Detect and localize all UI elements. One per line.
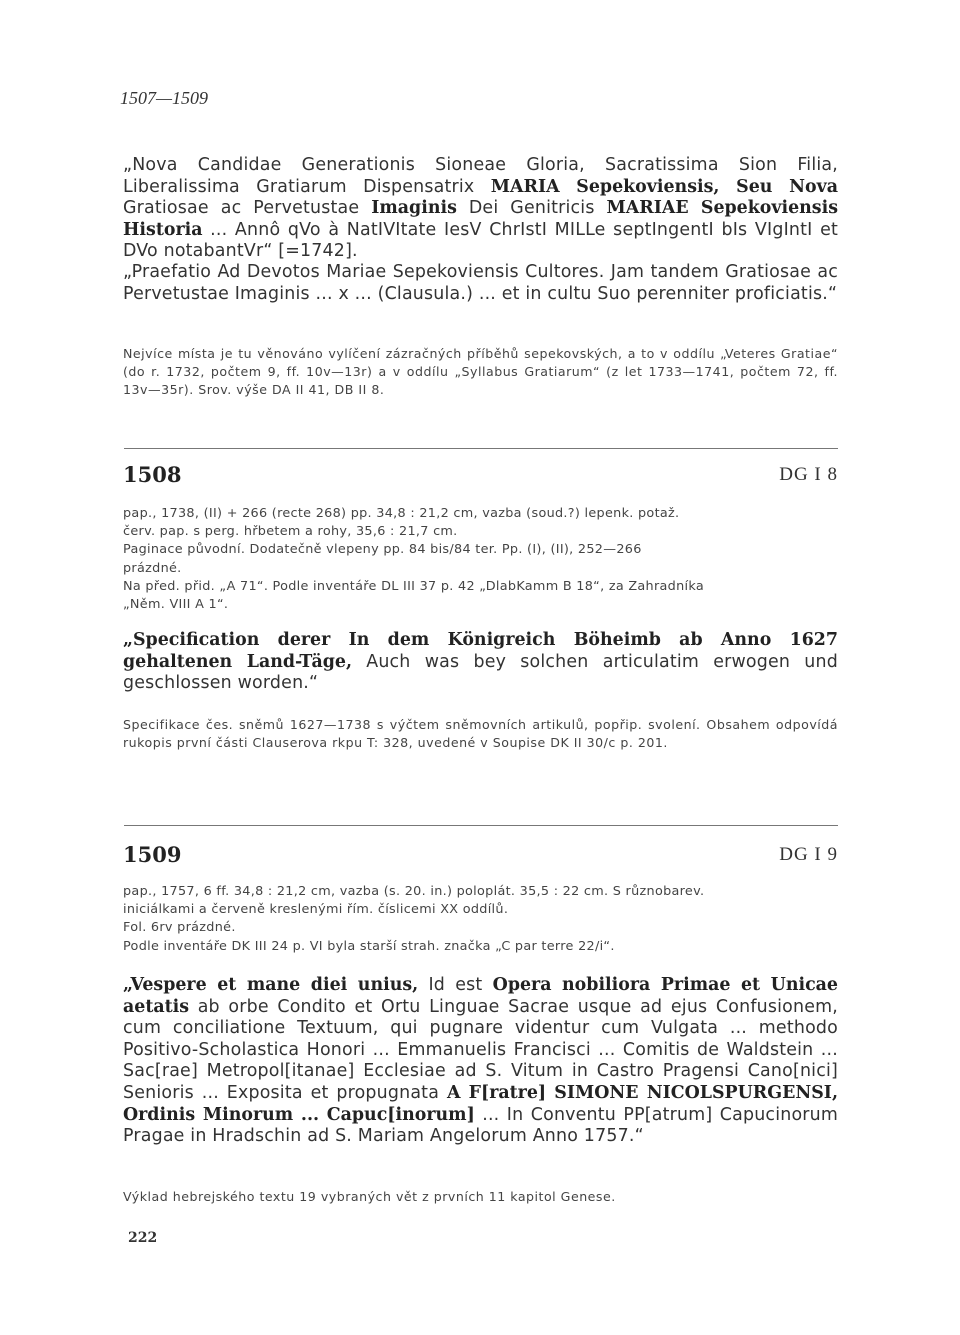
description-line: pap., 1757, 6 ff. 34,8 : 21,2 cm, vazba (s. 20. in.) poloplát. 35,5 : 22 cm. S různobarev. bbox=[123, 884, 705, 899]
shelf-signature: DG I 9 bbox=[779, 844, 838, 865]
description-line: „Něm. VIII A 1“. bbox=[123, 597, 229, 613]
title-text: Dei Genitricis bbox=[456, 198, 607, 219]
title-text: ab orbe Condito et Ortu Linguae Sacrae usque ad ejus Confusionem, cum conciliatione Textuum, qui pugnare videntur cum Vulgata ... methodo Positivo-Scholastica Honori ... Emmanuelis Francisci ... Comitis de Waldstein ... Sac[rae] Metropol[itanae] Ecclesiae ad S. Vitum in Castro Pragensi Cano[nici] Senioris ... Exposita et propugnata bbox=[123, 996, 838, 1103]
entry-1509-header bbox=[123, 842, 838, 872]
entry-1507-note: Nejvíce místa je tu věnováno vylíčení zázračných příběhů sepekovských, a to v oddílu „Veteres Gratiae“ (do r. 1732, počtem 9, ff. 10v—13r) a v oddílu „Syllabus Gratiarum“ (z let 1733—1741, počtem 72, ff. 13v—35r). Srov. výše DA II 41, DB II 8. bbox=[123, 346, 838, 397]
entry-1509-note: Výklad hebrejského textu 19 vybraných vět z prvních 11 kapitol Genese. bbox=[123, 1189, 616, 1204]
title-bold-text: „Vespere et mane diei unius, bbox=[123, 975, 419, 995]
title-bold-text: Opera nobiliora Primae et Unicae aetatis bbox=[123, 975, 838, 1017]
description-line: Paginace původní. Dodatečně vlepeny pp. 84 bis/84 ter. Pp. (I), (II), 252—266 bbox=[123, 542, 642, 558]
title-text: Gratiosae ac Pervetustae bbox=[123, 198, 372, 219]
title-text: Id est bbox=[418, 975, 493, 995]
description-line: Podle inventáře DK III 24 p. VI byla starší strah. značka „C par terre 22/i“. bbox=[123, 938, 615, 954]
title-bold-text: MARIA Sepekoviensis, Seu Nova bbox=[490, 176, 838, 197]
entry-1508-description bbox=[123, 505, 838, 614]
title-bold-text: „Specification derer In dem Königreich Böheimb ab Anno 1627 gehaltenen Land-Täge, bbox=[123, 630, 838, 672]
entry-1507-title bbox=[123, 155, 838, 263]
description-line: iniciálkami a červeně kreslenými řím. číslicemi XX oddílů. bbox=[123, 902, 509, 918]
shelf-signature: DG I 8 bbox=[779, 464, 838, 485]
page-number: 222 bbox=[128, 1230, 158, 1246]
title-text: ... Annô qVo à NatIVItate IesV ChrIstI MILLe septIngentI bIs VIgIntI et DVo notabantVr“ [=1742]. bbox=[123, 219, 838, 262]
description-line: pap., 1738, (II) + 266 (recte 268) pp. 34,8 : 21,2 cm, vazba (soud.?) lepenk. potaž. bbox=[123, 506, 680, 521]
running-head: 1507—1509 bbox=[120, 88, 209, 108]
title-bold-text: Imaginis bbox=[371, 198, 457, 219]
description-line: Na před. přid. „A 71“. Podle inventáře DL III 37 p. 42 „DlabKamm B 18“, za Zahradníka bbox=[123, 578, 704, 594]
entry-1509-description bbox=[123, 883, 838, 956]
entry-1508-note: Specifikace čes. sněmů 1627—1738 s výčtem sněmovních artikulů, popřip. svolení. Obsahem odpovídá rukopis první části Clauserova rkpu T: 328, uvedené v Soupise DK II 30/c p. 201. bbox=[123, 717, 838, 750]
entry-number: 1508 bbox=[123, 462, 182, 487]
title-bold-text: A F[ratre] SIMONE NICOLSPURGENSI, Ordinis Minorum ... Capuc[inorum] bbox=[123, 1082, 838, 1125]
entry-1508-title bbox=[123, 630, 838, 695]
section-divider bbox=[124, 448, 838, 449]
title-text: ... In Conventu PP[atrum] Capucinorum Pragae in Hradschin ad S. Mariam Angelorum Anno 1757.“ bbox=[123, 1104, 838, 1147]
title-bold-text: MARIAE Sepekoviensis Historia bbox=[123, 198, 838, 240]
entry-1509-title bbox=[123, 975, 838, 1148]
description-line: prázdné. bbox=[123, 560, 182, 576]
entry-1508-header bbox=[123, 462, 838, 492]
title-text: Auch was bey solchen articulatim erwogen und geschlossen worden.“ bbox=[123, 651, 838, 694]
section-divider bbox=[124, 825, 838, 826]
description-line: Fol. 6rv prázdné. bbox=[123, 920, 236, 936]
entry-1507-preface: „Praefatio Ad Devotos Mariae Sepekoviensis Cultores. Jam tandem Gratiosae ac Pervetustae Imaginis ... x ... (Clausula.) ... et in cultu Suo perenniter proficiatis.“ bbox=[123, 262, 838, 304]
title-text: „Nova Candidae Generationis Sioneae Gloria, Sacratissima Sion Filia, Liberalissima Gratiarum Dispensatrix bbox=[123, 155, 838, 197]
entry-number: 1509 bbox=[123, 842, 182, 867]
description-line: červ. pap. s perg. hřbetem a rohy, 35,6 : 21,7 cm. bbox=[123, 524, 458, 540]
